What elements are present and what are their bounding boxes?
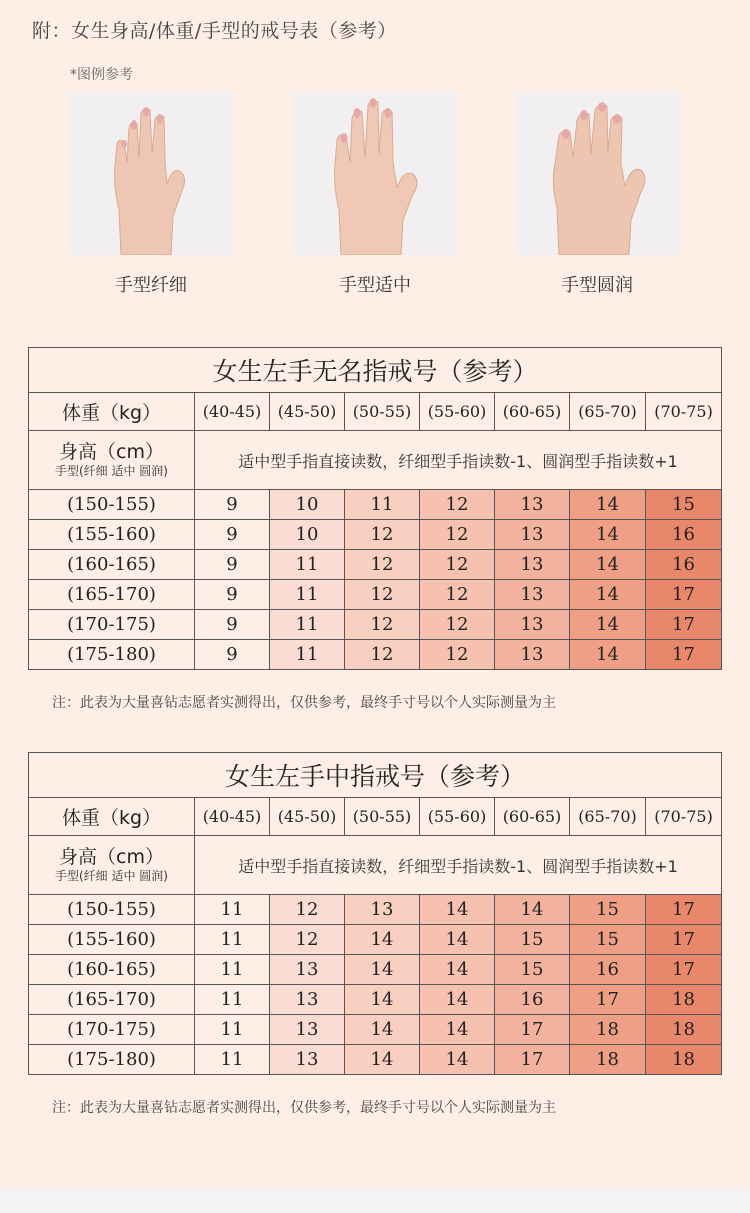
height-range: (175-180) [29,640,195,670]
weight-col: (55-60) [420,798,495,836]
hand-card-plump [515,92,679,297]
size-cell: 14 [345,925,420,955]
weight-col: (40-45) [195,393,270,431]
size-cell: 12 [345,610,420,640]
size-cell: 11 [195,985,270,1015]
size-cell: 9 [195,550,270,580]
weight-col: (70-75) [646,393,722,431]
weight-col: (50-55) [345,393,420,431]
height-label: 身高（cm） [59,846,164,868]
size-cell: 13 [270,955,345,985]
height-range: (160-165) [29,550,195,580]
size-cell: 11 [270,550,345,580]
hand-label-medium: 手型适中 [339,275,411,296]
instruction-text: 适中型手指直接读数，纤细型手指读数-1、圆润型手指读数+1 [195,431,722,490]
size-cell: 12 [420,580,495,610]
size-cell: 15 [495,925,570,955]
table-row [29,610,722,640]
instruction-row [29,431,722,490]
size-cell: 16 [570,955,646,985]
weight-col: (45-50) [270,798,345,836]
size-cell: 14 [570,520,646,550]
size-cell: 13 [495,580,570,610]
size-cell: 11 [345,490,420,520]
size-cell: 13 [495,550,570,580]
size-cell: 13 [270,985,345,1015]
weight-col: (60-65) [495,393,570,431]
size-cell: 17 [570,985,646,1015]
size-cell: 16 [495,985,570,1015]
weight-col: (50-55) [345,798,420,836]
height-label: 身高（cm） [59,441,164,463]
table-row [29,490,722,520]
size-cell: 18 [646,985,722,1015]
table-row [29,1045,722,1075]
size-cell: 14 [345,955,420,985]
size-cell: 15 [570,895,646,925]
size-cell: 11 [270,610,345,640]
size-cell: 14 [420,895,495,925]
table-row [29,895,722,925]
middle-finger-size-table [28,752,722,1075]
size-cell: 13 [495,610,570,640]
table-row [29,580,722,610]
table-row [29,640,722,670]
bottom-strip [0,1188,750,1213]
hand-card-slender [69,92,233,297]
size-cell: 17 [646,610,722,640]
size-cell: 18 [570,1045,646,1075]
size-cell: 11 [195,1015,270,1045]
weight-col: (65-70) [570,798,646,836]
size-cell: 15 [495,955,570,985]
size-cell: 14 [570,640,646,670]
weight-col: (55-60) [420,393,495,431]
instruction-row [29,836,722,895]
size-cell: 14 [570,490,646,520]
size-cell: 13 [270,1015,345,1045]
size-cell: 17 [495,1045,570,1075]
size-cell: 15 [646,490,722,520]
size-cell: 12 [270,925,345,955]
size-cell: 14 [495,895,570,925]
size-cell: 14 [570,580,646,610]
height-range: (165-170) [29,580,195,610]
size-cell: 9 [195,520,270,550]
size-cell: 17 [646,895,722,925]
instruction-text: 适中型手指直接读数，纤细型手指读数-1、圆润型手指读数+1 [195,836,722,895]
size-cell: 16 [646,550,722,580]
size-cell: 10 [270,490,345,520]
size-cell: 12 [420,490,495,520]
height-range: (170-175) [29,1015,195,1045]
ring-finger-size-table [28,347,722,670]
size-cell: 17 [646,925,722,955]
weight-label: 体重（kg） [29,798,195,836]
size-cell: 13 [495,490,570,520]
size-cell: 12 [420,550,495,580]
height-range: (150-155) [29,895,195,925]
size-cell: 11 [270,580,345,610]
height-label-cell [29,836,195,895]
weight-header-row [29,798,722,836]
size-cell: 12 [345,550,420,580]
size-cell: 9 [195,610,270,640]
height-range: (150-155) [29,490,195,520]
page-title: 附：女生身高/体重/手型的戒号表（参考） [32,20,397,42]
size-cell: 12 [345,580,420,610]
hand-type-label: 手型(纤细 适中 圆润) [55,869,168,883]
size-cell: 11 [270,640,345,670]
size-cell: 14 [570,550,646,580]
size-cell: 11 [195,955,270,985]
size-cell: 14 [420,925,495,955]
height-label-cell [29,431,195,490]
height-range: (155-160) [29,925,195,955]
footnote: 注：此表为大量喜钻志愿者实测得出，仅供参考，最终手寸号以个人实际测量为主 [52,1100,556,1116]
weight-header-row [29,393,722,431]
size-cell: 18 [646,1015,722,1045]
slender-hand-photo [69,92,233,255]
size-cell: 14 [420,1015,495,1045]
size-cell: 17 [495,1015,570,1045]
size-cell: 9 [195,640,270,670]
weight-col: (60-65) [495,798,570,836]
table-row [29,550,722,580]
size-cell: 17 [646,580,722,610]
size-cell: 11 [195,925,270,955]
size-cell: 18 [646,1045,722,1075]
size-cell: 10 [270,520,345,550]
size-cell: 14 [345,1045,420,1075]
size-cell: 14 [420,985,495,1015]
size-cell: 17 [646,640,722,670]
size-cell: 9 [195,580,270,610]
hand-legend [0,92,750,302]
size-cell: 13 [495,640,570,670]
hand-type-label: 手型(纤细 适中 圆润) [55,464,168,478]
size-cell: 11 [195,1045,270,1075]
size-cell: 15 [570,925,646,955]
height-range: (175-180) [29,1045,195,1075]
size-cell: 18 [570,1015,646,1045]
table-row [29,955,722,985]
size-cell: 13 [345,895,420,925]
weight-col: (40-45) [195,798,270,836]
height-range: (155-160) [29,520,195,550]
size-cell: 9 [195,490,270,520]
size-cell: 12 [420,520,495,550]
hand-label-plump: 手型圆润 [561,275,633,296]
height-range: (165-170) [29,985,195,1015]
size-cell: 14 [345,985,420,1015]
size-cell: 12 [345,520,420,550]
weight-col: (70-75) [646,798,722,836]
plump-hand-photo [515,92,679,255]
size-cell: 14 [345,1015,420,1045]
size-cell: 12 [420,640,495,670]
size-cell: 12 [420,610,495,640]
weight-col: (45-50) [270,393,345,431]
legend-note: *图例参考 [70,67,133,83]
size-cell: 13 [270,1045,345,1075]
hand-card-medium [293,92,457,297]
table-row [29,925,722,955]
size-cell: 14 [420,955,495,985]
size-cell: 14 [570,610,646,640]
table-row [29,520,722,550]
size-cell: 17 [646,955,722,985]
size-cell: 12 [345,640,420,670]
weight-col: (65-70) [570,393,646,431]
size-cell: 14 [420,1045,495,1075]
hand-label-slender: 手型纤细 [115,275,187,296]
footnote: 注：此表为大量喜钻志愿者实测得出，仅供参考，最终手寸号以个人实际测量为主 [52,695,556,711]
size-cell: 11 [195,895,270,925]
size-cell: 16 [646,520,722,550]
size-cell: 13 [495,520,570,550]
height-range: (160-165) [29,955,195,985]
height-range: (170-175) [29,610,195,640]
table-row [29,1015,722,1045]
medium-hand-photo [293,92,457,255]
table-title: 女生左手中指戒号（参考） [29,753,722,798]
weight-label: 体重（kg） [29,393,195,431]
table-row [29,985,722,1015]
size-cell: 12 [270,895,345,925]
table-title: 女生左手无名指戒号（参考） [29,348,722,393]
